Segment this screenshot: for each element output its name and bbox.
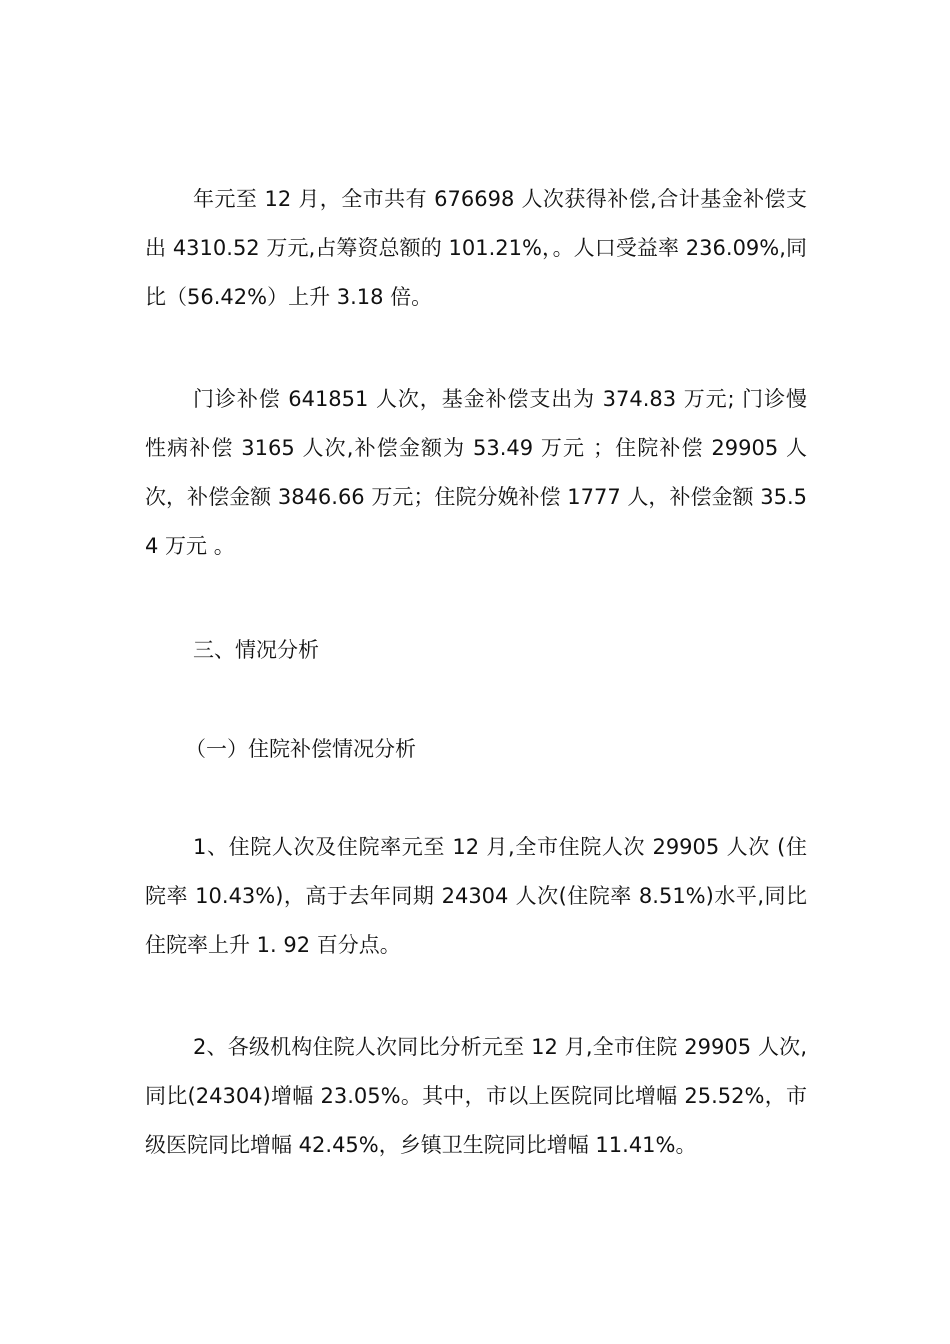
paragraph-outpatient-inpatient-compensation: 门诊补偿 641851 人次，基金补偿支出为 374.83 万元; 门诊慢性病补偿 3165 人次,补偿金额为 53.49 万元 ；住院补偿 29905 人次，补偿金额 3846.66 万元；住院分娩补偿 1777 人，补偿金额 35.54 万元 。 — [145, 387, 807, 558]
paragraph-institution-comparison: 2、各级机构住院人次同比分析元至 12 月,全市住院 29905 人次,同比(24304)增幅 23.05%。其中，市以上医院同比增幅 25.52%，市级医院同比增幅 42.45%，乡镇卫生院同比增幅 11.41%。 — [145, 1035, 807, 1157]
paragraph-inpatient-rate: 1、住院人次及住院率元至 12 月,全市住院人次 29905 人次 (住院率 10.43%)，高于去年同期 24304 人次(住院率 8.51%)水平,同比住院率上升 1. 92 百分点。 — [145, 835, 807, 957]
paragraph-compensation-summary: 年元至 12 月，全市共有 676698 人次获得补偿,合计基金补偿支出 4310.52 万元,占筹资总额的 101.21%，。人口受益率 236.09%,同比（56.42%）上升 3.18 倍。 — [145, 187, 807, 309]
subsection-heading-inpatient: （一）住院补偿情况分析 — [185, 737, 416, 761]
section-heading-analysis: 三、情况分析 — [193, 638, 319, 662]
